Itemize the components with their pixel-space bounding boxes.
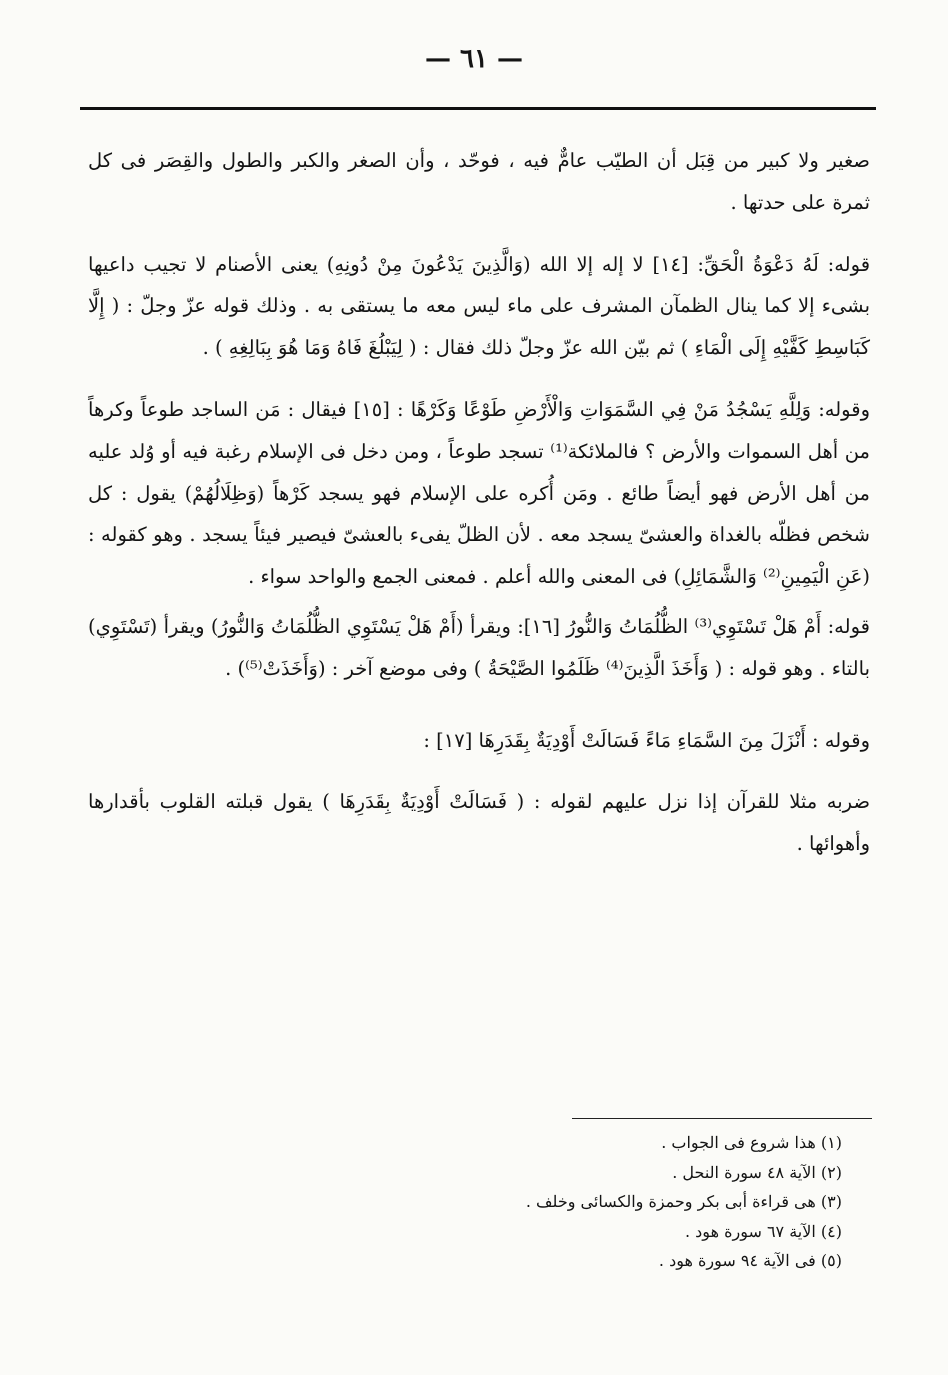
footnote-rule (572, 1118, 872, 1119)
paragraph-2: قوله: لَهُ دَعْوَةُ الْحَقِّ: [١٤] لا إله إلا الله (وَالَّذِينَ يَدْعُونَ مِنْ دُونِهِ) يعنى الأصنام لا تجيب داعيها بشىء إلا كما ينال الظمآن المشرف على ماء ليس معه ما يستقى به . وذلك قوله عزّ وجلّ : ( إِلَّا كَبَاسِطِ كَفَّيْهِ إِلَى الْمَاءِ ) ثم بيّن الله عزّ وجلّ ذلك فقال : ( لِيَبْلُغَ فَاهُ وَمَا هُوَ بِبَالِغِهِ ) . (88, 252, 871, 360)
paragraph-4: قوله: أَمْ هَلْ تَسْتَوِي⁽³⁾ الظُّلُمَاتُ وَالنُّورُ [١٦]: ويقرأ (أَمْ هَلْ يَسْتَوِي الظُّلُمَاتُ وَالنُّورُ) ويقرأ (تَسْتَوِي) بالتاء . وهو قوله : ( وَأَخَذَ الَّذِينَ⁽⁴⁾ ظَلَمُوا الصَّيْحَةُ ) وفى موضع آخر : (وَأَخَذَتْ⁽⁵⁾) . (88, 614, 870, 680)
footnote-2: (٢) الآية ٤٨ سورة النحل . (672, 1162, 842, 1182)
paragraph-5: وقوله : أَنْزَلَ مِنَ السَّمَاءِ مَاءً فَسَالَتْ أَوْدِيَةٌ بِقَدَرِهَا [١٧] : (423, 728, 870, 752)
paragraph-1: صغير ولا كبير من قِبَل أن الطيّب عامٌّ فيه ، فوحّد ، وأن الصغر والكبر والطول والقِصَر فى كل ثمرة على حدتها . (88, 149, 870, 214)
main-text (88, 140, 870, 865)
footnote-4: (٤) الآية ٦٧ سورة هود . (685, 1221, 842, 1241)
footnote-3: (٣) هى قراءة أبى بكر وحمزة والكسائى وخلف . (525, 1192, 842, 1211)
footnote-1: (١) هذا شروع فى الجواب . (661, 1133, 842, 1152)
header-rule (80, 107, 876, 110)
footnotes (122, 1128, 842, 1276)
footnote-5: (٥) فى الآية ٩٤ سورة هود . (658, 1251, 842, 1270)
paragraph-3: وقوله: وَلِلَّهِ يَسْجُدُ مَنْ فِي السَّمَوَاتِ وَالْأَرْضِ طَوْعًا وَكَرْهًا : [١٥] فيقال : مَن الساجد طوعاً وكرهاً من أهل السموات والأرض ؟ فالملائكة⁽¹⁾ تسجد طوعاً ، ومن دخل فى الإسلام رغبة فيه أو وُلد عليه من أهل الأرض فهو أيضاً طائع . ومَن أُكره على الإسلام فهو يسجد كَرْهاً (وَظِلَالُهُمْ) يقول : كل شخص فظلّه بالغداة والعشىّ يسجد معه . لأن الظلّ يفىء بالعشىّ فيصير فيئاً يسجد . وهو كقوله : (عَنِ الْيَمِينِ⁽²⁾ وَالشَّمَائِلِ) فى المعنى والله أعلم . فمعنى الجمع والواحد سواء . (88, 397, 871, 589)
page-number: — ٦١ — (424, 44, 524, 74)
paragraph-6: ضربه مثلا للقرآن إذا نزل عليهم لقوله : ( فَسَالَتْ أَوْدِيَةٌ بِقَدَرِهَا ) يقول قبلته القلوب بأقدارها وأهوائها . (88, 790, 870, 856)
